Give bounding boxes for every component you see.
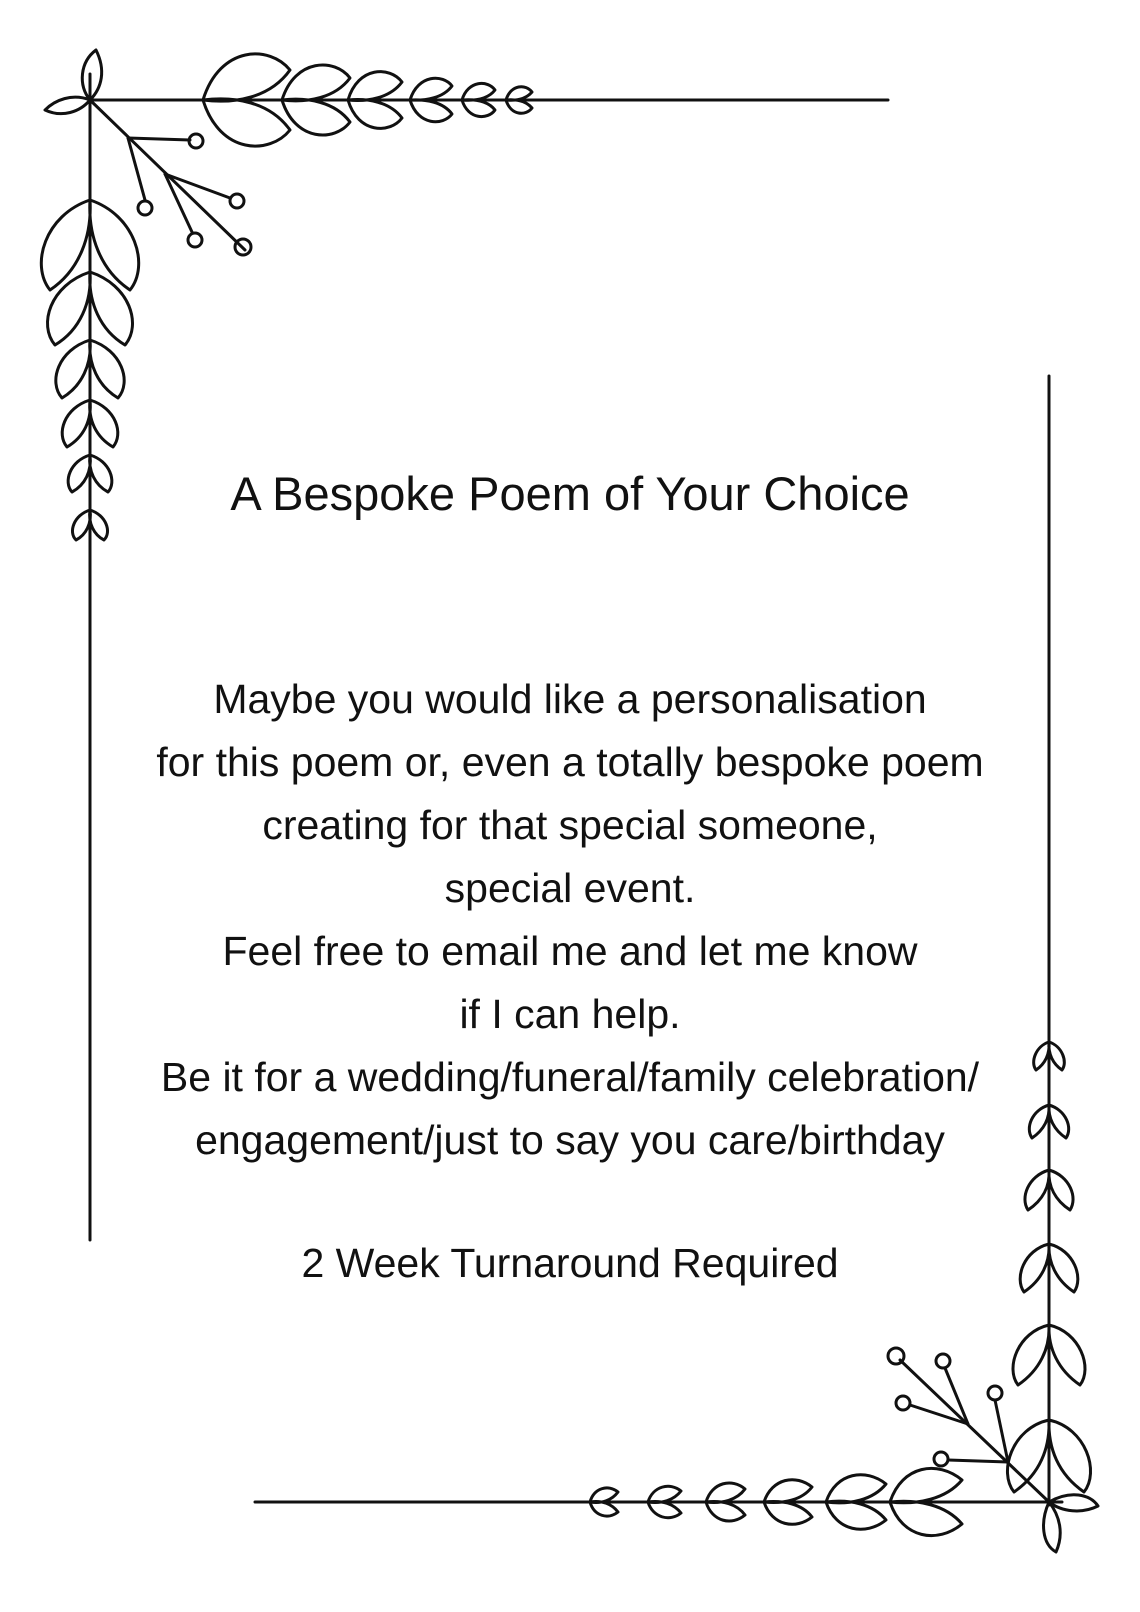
description-line: creating for that special someone, — [262, 802, 878, 848]
description-line: special event. — [444, 865, 696, 911]
poem-title: A Bespoke Poem of Your Choice — [230, 467, 910, 520]
description-line: for this poem or, even a totally bespoke poem — [156, 739, 984, 785]
turnaround-note: 2 Week Turnaround Required — [301, 1240, 839, 1286]
description-line: Feel free to email me and let me know — [222, 928, 918, 974]
description-line: engagement/just to say you care/birthday — [195, 1117, 945, 1163]
description-line: if I can help. — [459, 991, 681, 1037]
description-line: Maybe you would like a personalisation — [213, 676, 927, 722]
description-line: Be it for a wedding/funeral/family celebration/ — [160, 1054, 980, 1100]
poem-description — [60, 668, 1080, 1172]
